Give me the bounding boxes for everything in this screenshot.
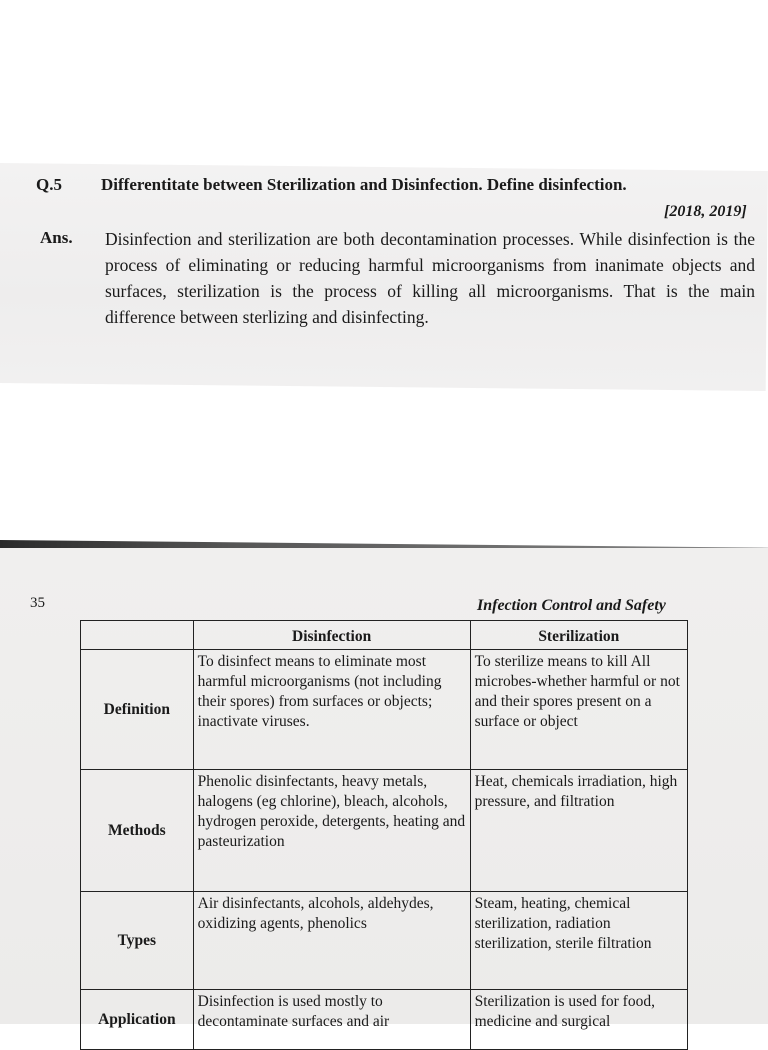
row-label: Methods	[81, 770, 194, 892]
table-row-definition	[81, 650, 688, 770]
question-text: Differentitate between Sterilization and Disinfection. Define disinfection.	[101, 175, 627, 194]
row-label: Application	[81, 990, 194, 1050]
answer-text: Disinfection and sterilization are both decontamination processes. While disinfection is the process of eliminating or reducing harmful microorganisms from inanimate objects and surfaces, sterilization is the process of killing all microorganisms. That is the main difference between sterlizing and disinfecting.	[105, 229, 755, 327]
table-header-sterilization: Sterilization	[470, 621, 687, 650]
row-label: Types	[81, 892, 194, 990]
cell-sterilization: Heat, chemicals irradiation, high pressure, and filtration	[470, 770, 687, 892]
cell-sterilization: To sterilize means to kill All microbes-whether harmful or not and their spores present on a surface or object	[470, 650, 687, 770]
cell-sterilization: Sterilization is used for food, medicine and surgical	[470, 990, 687, 1050]
table-row-application	[81, 990, 688, 1050]
question-number: Q.5	[36, 175, 62, 194]
table-row-methods	[81, 770, 688, 892]
comparison-table	[80, 620, 688, 1050]
table-header-row	[81, 621, 688, 650]
row-label: Definition	[81, 650, 194, 770]
cell-disinfection: Air disinfectants, alcohols, aldehydes, oxidizing agents, phenolics	[193, 892, 470, 990]
cell-disinfection: Phenolic disinfectants, heavy metals, halogens (eg chlorine), bleach, alcohols, hydrogen peroxide, detergents, heating and pasteurization	[193, 770, 470, 892]
cell-sterilization: Steam, heating, chemical sterilization, radiation sterilization, sterile filtration	[470, 892, 687, 990]
table-header-empty	[81, 621, 194, 650]
cell-disinfection: To disinfect means to eliminate most harmful microorganisms (not including their spores) from surfaces or objects; inactivate viruses.	[193, 650, 470, 770]
running-head: Infection Control and Safety	[477, 597, 666, 614]
question-years: [2018, 2019]	[664, 203, 747, 220]
page-number: 35	[30, 595, 45, 611]
cell-disinfection: Disinfection is used mostly to decontaminate surfaces and air	[193, 990, 470, 1050]
table-header-disinfection: Disinfection	[193, 621, 470, 650]
answer-label: Ans.	[40, 228, 73, 247]
table-row-types	[81, 892, 688, 990]
